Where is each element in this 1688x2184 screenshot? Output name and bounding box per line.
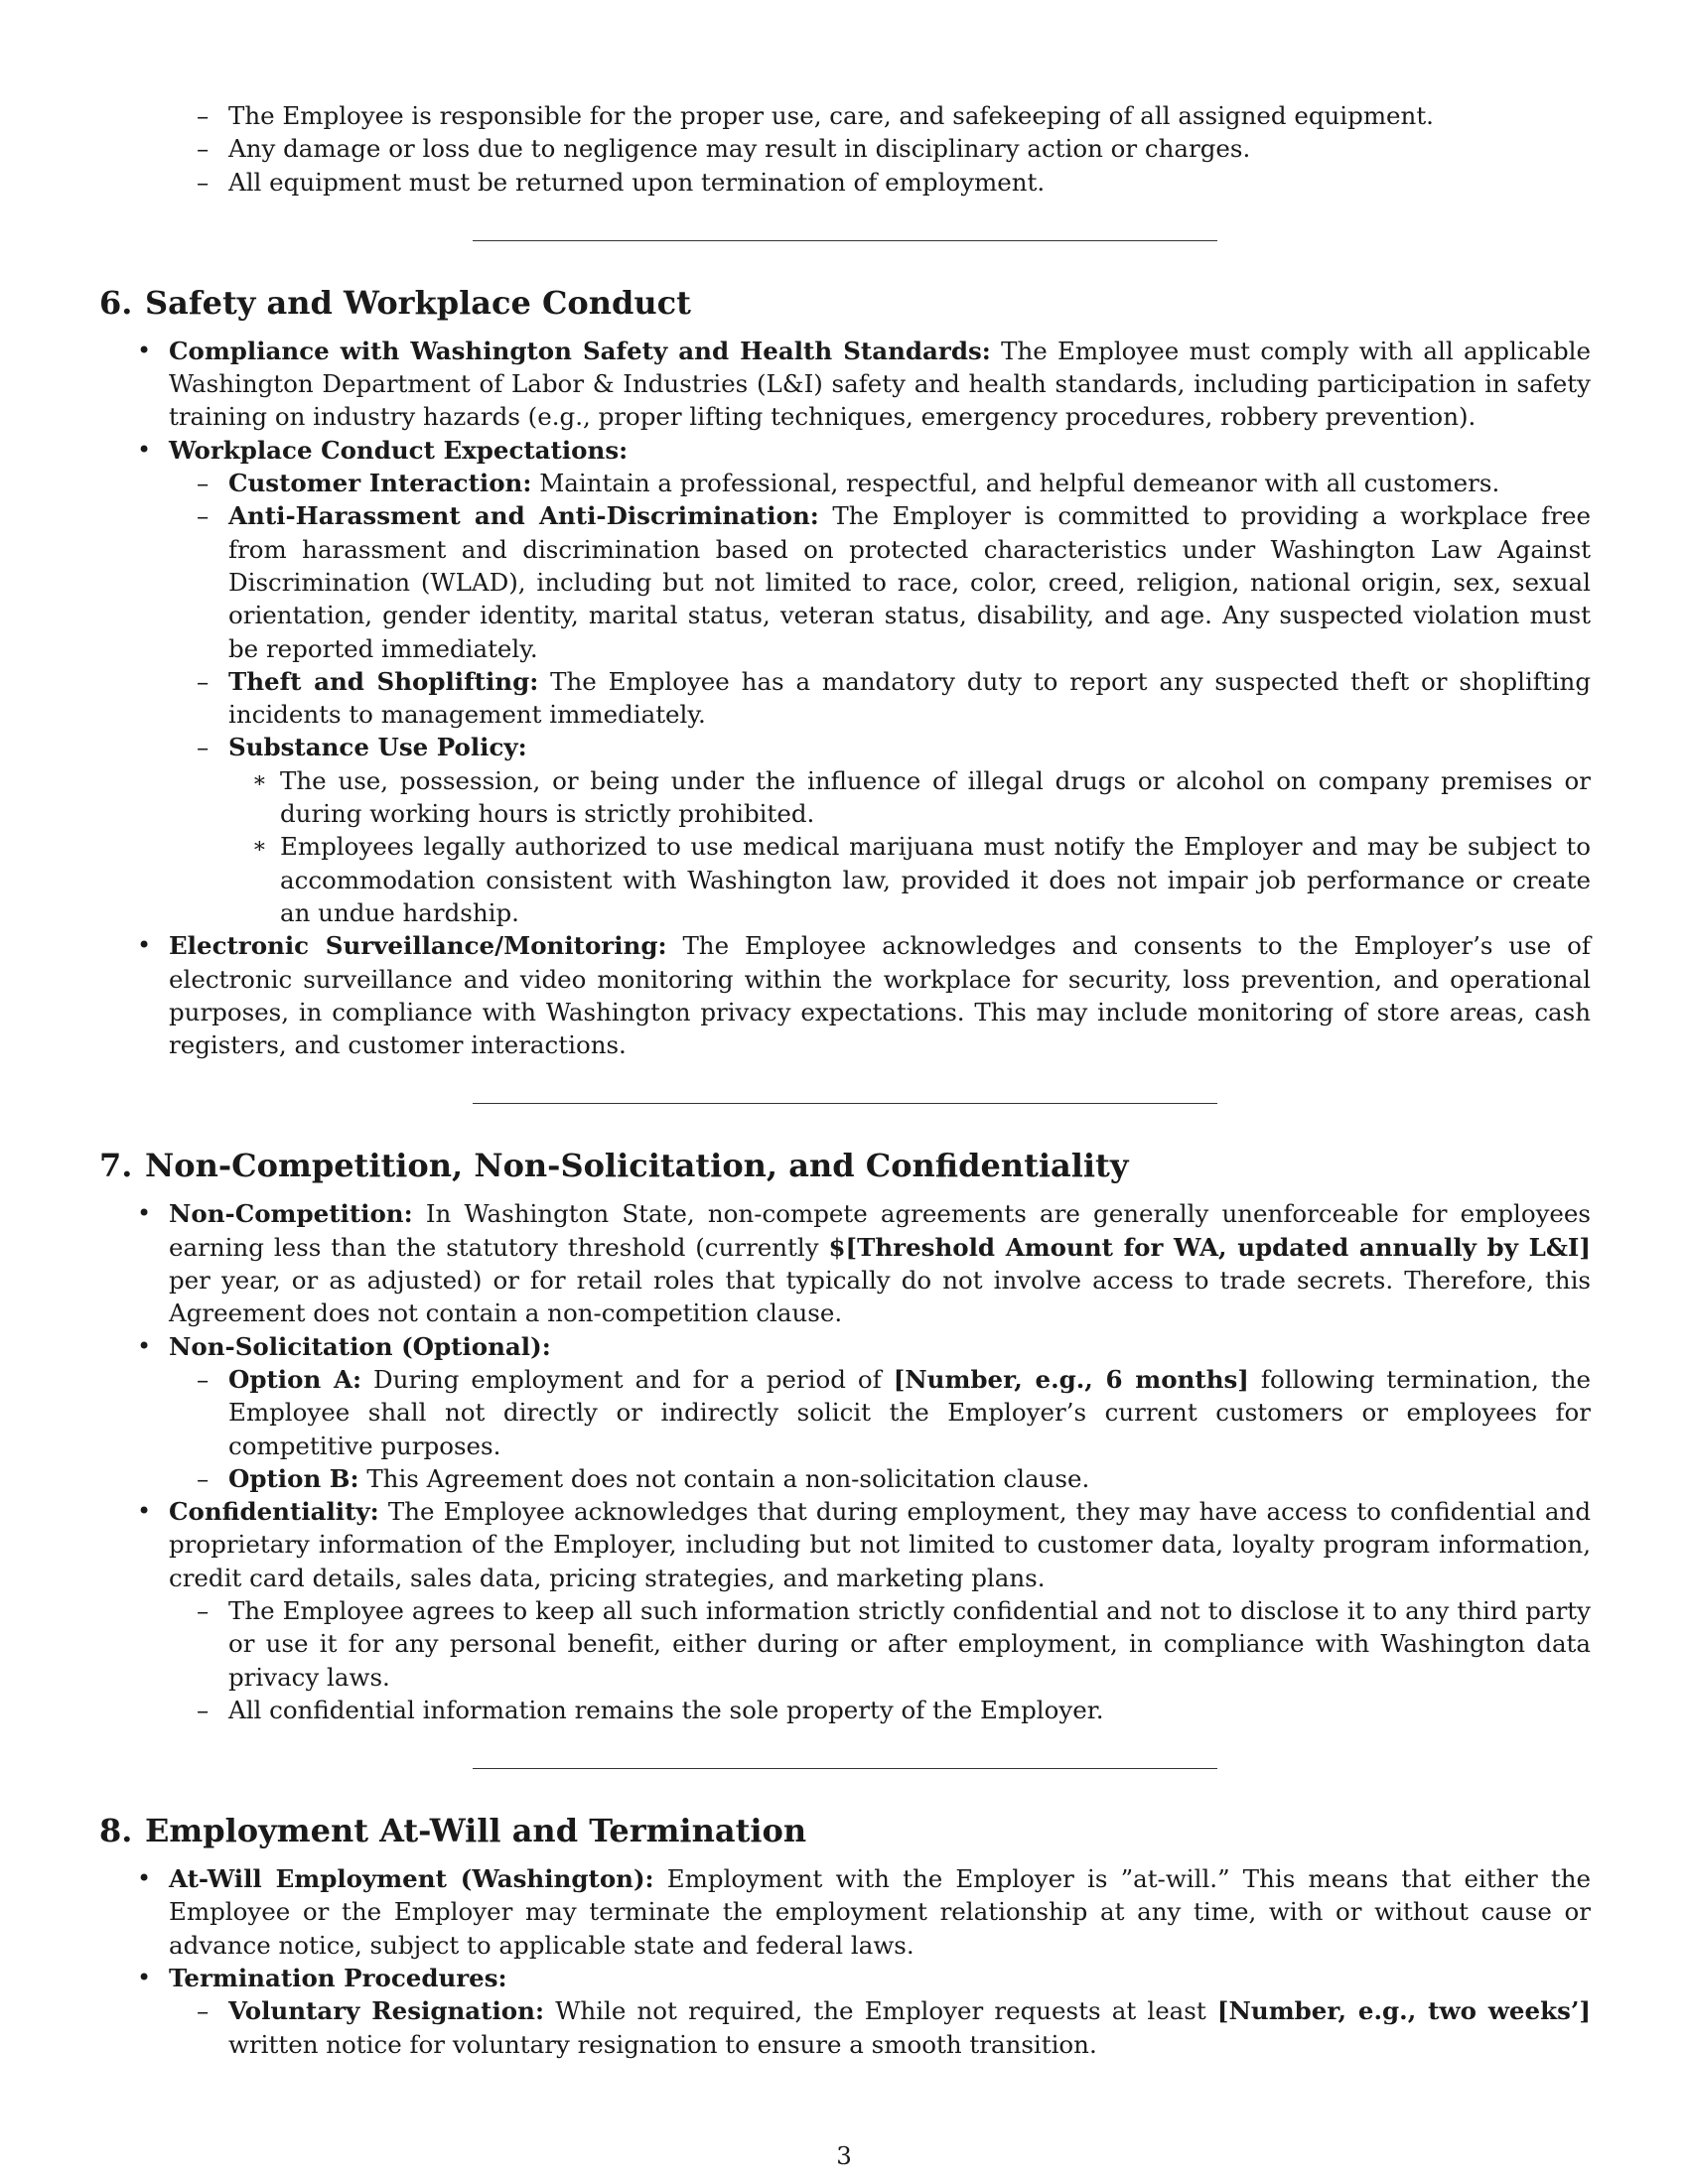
star-marker: ∗ — [252, 767, 267, 793]
list-item: • Compliance with Washington Safety and Health Standards: The Employee must comply with all applicable Washington Department of Labor & Industries (L&I) safety and health standards, including participation in safety training on industry hazards (e.g., proper lifting techniques, emergency procedures, robbery prevention). — [137, 336, 1592, 432]
bullet-marker: • — [137, 1199, 152, 1228]
section-6-list-continued — [99, 929, 1591, 1061]
dash-marker: – — [197, 167, 210, 197]
section-7-title: 7. Non-Competition, Non-Solicitation, and Confidentiality — [99, 1147, 1129, 1185]
dash-marker: – — [197, 733, 210, 762]
equipment-list — [99, 99, 1591, 199]
list-item: ∗ Employees legally authorized to use medical marijuana must notify the Employer and may be subject to accommodation consistent with Washington law, provided it does not impair job performance or create an undue hardship. — [252, 832, 1591, 927]
bullet-marker: • — [137, 1964, 152, 1992]
dash-marker: – — [197, 1695, 210, 1724]
list-item: • Workplace Conduct Expectations: — [99, 434, 1591, 467]
list-item: – The Employee is responsible for the proper use, care, and safekeeping of all assigned equipment. — [99, 99, 1591, 132]
list-item: – All confidential information remains the sole property of the Employer. — [99, 1694, 1591, 1726]
list-item: • Non-Competition: In Washington State, non-compete agreements are generally unenforceable for employees earning less than the statutory threshold (currently $[Threshold Amount for WA, updated annually by L&I] per year, or as adjusted) or for retail roles that typically do not involve access to trade secrets. Therefore, this Agreement does not contain a non-competition clause. — [137, 1199, 1591, 1328]
page-content — [99, 99, 1591, 2061]
bullet-marker: • — [137, 336, 152, 364]
list-item: – Voluntary Resignation: While not required, the Employer requests at least [Number, e.g., two weeks’] written notice for voluntary resignation to ensure a smooth transition. — [197, 1996, 1591, 2059]
bullet-marker: • — [137, 1331, 152, 1360]
list-item: • Termination Procedures: — [99, 1962, 1591, 1994]
conduct-list — [99, 467, 1591, 764]
dash-marker: – — [197, 101, 210, 130]
bullet-marker: • — [137, 931, 152, 960]
nonsolicit-options-list — [99, 1363, 1591, 1495]
dash-marker: – — [197, 134, 210, 164]
list-item: – Anti-Harassment and Anti-Discrimination: The Employer is committed to providing a workplace free from harassment and discrimination based on protected characteristics under Washington Law Against Discrimination (WLAD), including but not limited to race, color, creed, religion, national origin, sex, sexual orientation, gender identity, marital status, veteran status, disability, and age. Any suspected violation must be reported immediately. — [197, 501, 1592, 663]
list-item: – The Employee agrees to keep all such information strictly confidential and not to disclose it to any third party or use it for any personal benefit, either during or after employment, in compliance with Washington data privacy laws. — [197, 1595, 1591, 1692]
section-6-title: 6. Safety and Workplace Conduct — [99, 283, 691, 322]
list-item: – Option A: During employment and for a period of [Number, e.g., 6 months] following termination, the Employee shall not directly or indirectly solicit the Employer’s current customers or employees for competitive purposes. — [197, 1364, 1591, 1460]
dash-marker: – — [197, 1364, 210, 1394]
list-item: – Option B: This Agreement does not contain a non-solicitation clause. — [99, 1462, 1591, 1495]
list-item: ∗ The use, possession, or being under the influence of illegal drugs or alcohol on company premises or during working hours is strictly prohibited. — [252, 765, 1591, 829]
section-7-list-continued — [99, 1495, 1591, 1594]
list-item: • Electronic Surveillance/Monitoring: The Employee acknowledges and consents to the Employer’s use of electronic surveillance and video monitoring within the workplace for security, loss prevention, and operational purposes, in compliance with Washington privacy expectations. This may include monitoring of store areas, cash registers, and customer interactions. — [137, 931, 1591, 1060]
list-item: • Non-Solicitation (Optional): — [99, 1330, 1591, 1363]
list-item: – Theft and Shoplifting: The Employee has a mandatory duty to report any suspected theft or shoplifting incidents to management immediately. — [197, 666, 1592, 730]
dash-marker: – — [197, 1463, 210, 1493]
list-item: • At-Will Employment (Washington): Employment with the Employer is ”at-will.” This means that either the Employee or the Employer may terminate the employment relationship at any time, with or without cause or advance notice, subject to applicable state and federal laws. — [137, 1864, 1592, 1960]
list-item: • Confidentiality: The Employee acknowledges that during employment, they may have access to confidential and proprietary information of the Employer, including but not limited to customer data, loyalty program information, credit card details, sales data, pricing strategies, and marketing plans. — [137, 1497, 1592, 1592]
bullet-marker: • — [137, 435, 152, 464]
page-number: 3 — [836, 2141, 852, 2170]
section-6-list — [99, 335, 1591, 467]
star-marker: ∗ — [252, 834, 267, 860]
section-divider — [473, 240, 1217, 241]
bullet-marker: • — [137, 1864, 152, 1893]
section-divider — [473, 1103, 1217, 1104]
section-8-title: 8. Employment At-Will and Termination — [99, 1812, 807, 1850]
bullet-marker: • — [137, 1497, 152, 1526]
dash-marker: – — [197, 501, 210, 531]
dash-marker: – — [197, 1996, 210, 2026]
dash-marker: – — [197, 666, 210, 696]
dash-marker: – — [197, 469, 210, 498]
list-item: – Substance Use Policy: — [99, 731, 1591, 763]
substance-list — [99, 764, 1591, 929]
list-item: – Any damage or loss due to negligence may result in disciplinary action or charges. — [99, 132, 1591, 165]
termination-procedures-list — [99, 1994, 1591, 2061]
confidentiality-list — [99, 1594, 1591, 1726]
list-item: – Customer Interaction: Maintain a professional, respectful, and helpful demeanor with all customers. — [99, 467, 1591, 499]
list-item: – All equipment must be returned upon termination of employment. — [99, 166, 1591, 199]
section-7-list — [99, 1197, 1591, 1362]
section-8-list — [99, 1862, 1591, 1994]
dash-marker: – — [197, 1595, 210, 1625]
section-divider — [473, 1768, 1217, 1769]
